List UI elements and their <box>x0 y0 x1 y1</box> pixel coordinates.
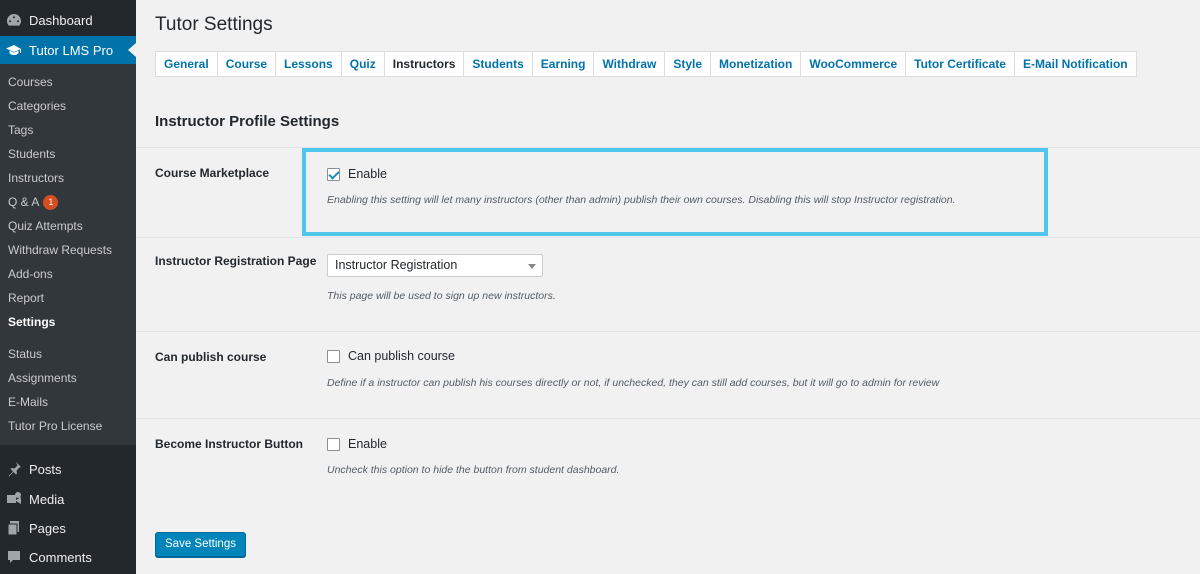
course-marketplace-checkbox-label: Enable <box>348 167 387 181</box>
registration-page-selected: Instructor Registration <box>335 258 458 272</box>
tutor-submenu <box>0 64 136 445</box>
graduation-cap-icon <box>6 42 22 58</box>
section-title: Instructor Profile Settings <box>155 113 340 130</box>
divider <box>136 418 1200 419</box>
menu-comments-label: Comments <box>29 549 92 565</box>
divider <box>136 237 1200 238</box>
submenu-item-report[interactable]: Report <box>8 291 45 305</box>
submenu-item-students[interactable]: Students <box>8 147 56 161</box>
submenu-item-assignments[interactable]: Assignments <box>8 371 77 385</box>
comment-icon <box>6 549 22 565</box>
submenu-item-qa-label: Q & A <box>8 195 40 209</box>
become-instructor-checkbox-row[interactable] <box>327 437 387 451</box>
become-instructor-checkbox[interactable] <box>327 438 340 451</box>
can-publish-checkbox-label: Can publish course <box>348 349 456 363</box>
submenu-item-settings[interactable]: Settings <box>8 315 56 329</box>
menu-posts-label: Posts <box>29 461 62 477</box>
course-marketplace-label: Course Marketplace <box>155 166 270 180</box>
tab-course[interactable]: Course <box>218 52 276 76</box>
submenu-item-pro-license[interactable]: Tutor Pro License <box>8 419 103 433</box>
tab-general[interactable]: General <box>156 52 218 76</box>
highlight-box <box>302 148 1048 236</box>
page-title: Tutor Settings <box>155 14 273 35</box>
become-instructor-description: Uncheck this option to hide the button from student dashboard. <box>327 464 620 476</box>
menu-media-label: Media <box>29 491 65 507</box>
menu-pages[interactable] <box>0 516 136 540</box>
can-publish-description: Define if a instructor can publish his courses directly or not, if unchecked, they can still add courses, but it will go to admin for review <box>327 377 940 389</box>
menu-comments[interactable] <box>0 545 136 569</box>
course-marketplace-checkbox[interactable] <box>327 168 340 181</box>
tab-tutor-certificate[interactable]: Tutor Certificate <box>906 52 1015 76</box>
can-publish-checkbox-row[interactable] <box>327 349 455 363</box>
tab-quiz[interactable]: Quiz <box>342 52 385 76</box>
become-instructor-checkbox-label: Enable <box>348 437 387 451</box>
main-content <box>136 0 1200 574</box>
menu-dashboard-label: Dashboard <box>29 12 93 28</box>
menu-dashboard[interactable] <box>0 8 136 32</box>
submenu-item-quiz-attempts[interactable]: Quiz Attempts <box>8 219 83 233</box>
menu-tutor-lms[interactable] <box>0 36 136 64</box>
submenu-item-addons[interactable]: Add-ons <box>8 267 53 281</box>
tab-woocommerce[interactable]: WooCommerce <box>801 52 906 76</box>
qa-count-badge: 1 <box>43 195 58 210</box>
submenu-item-courses[interactable]: Courses <box>8 75 53 89</box>
pin-icon <box>6 461 22 477</box>
can-publish-label: Can publish course <box>155 350 267 364</box>
tab-earning[interactable]: Earning <box>533 52 595 76</box>
menu-media[interactable] <box>0 487 136 511</box>
menu-pages-label: Pages <box>29 520 66 536</box>
tab-lessons[interactable]: Lessons <box>276 52 342 76</box>
course-marketplace-checkbox-row[interactable] <box>327 167 387 181</box>
submenu-item-emails[interactable]: E-Mails <box>8 395 49 409</box>
settings-tabs <box>155 51 1137 77</box>
media-icon <box>6 491 22 507</box>
become-instructor-label: Become Instructor Button <box>155 437 304 451</box>
tab-withdraw[interactable]: Withdraw <box>594 52 665 76</box>
menu-posts[interactable] <box>0 457 136 481</box>
registration-page-label: Instructor Registration Page <box>155 254 317 268</box>
pages-icon <box>6 520 22 536</box>
menu-tutor-label: Tutor LMS Pro <box>29 42 114 58</box>
submenu-item-status[interactable]: Status <box>8 347 43 361</box>
tab-instructors[interactable]: Instructors <box>385 52 465 76</box>
submenu-item-qa[interactable] <box>8 193 58 211</box>
can-publish-checkbox[interactable] <box>327 350 340 363</box>
submenu-item-instructors[interactable]: Instructors <box>8 171 65 185</box>
registration-page-select[interactable] <box>327 254 543 277</box>
course-marketplace-description: Enabling this setting will let many instructors (other than admin) publish their own courses. Disabling this will stop Instructor registration. <box>327 194 956 206</box>
tab-email-notification[interactable]: E-Mail Notification <box>1022 57 1128 71</box>
submenu-item-withdraw-requests[interactable]: Withdraw Requests <box>8 243 113 257</box>
chevron-down-icon <box>528 264 536 269</box>
submenu-item-categories[interactable]: Categories <box>8 99 67 113</box>
dashboard-icon <box>6 12 22 28</box>
registration-page-description: This page will be used to sign up new instructors. <box>327 290 556 302</box>
submenu-item-tags[interactable]: Tags <box>8 123 34 137</box>
admin-sidebar <box>0 0 136 574</box>
tab-students[interactable]: Students <box>464 52 532 76</box>
divider <box>136 331 1200 332</box>
tab-style[interactable]: Style <box>665 52 711 76</box>
tab-monetization[interactable]: Monetization <box>711 52 801 76</box>
save-settings-button[interactable]: Save Settings <box>155 532 246 557</box>
